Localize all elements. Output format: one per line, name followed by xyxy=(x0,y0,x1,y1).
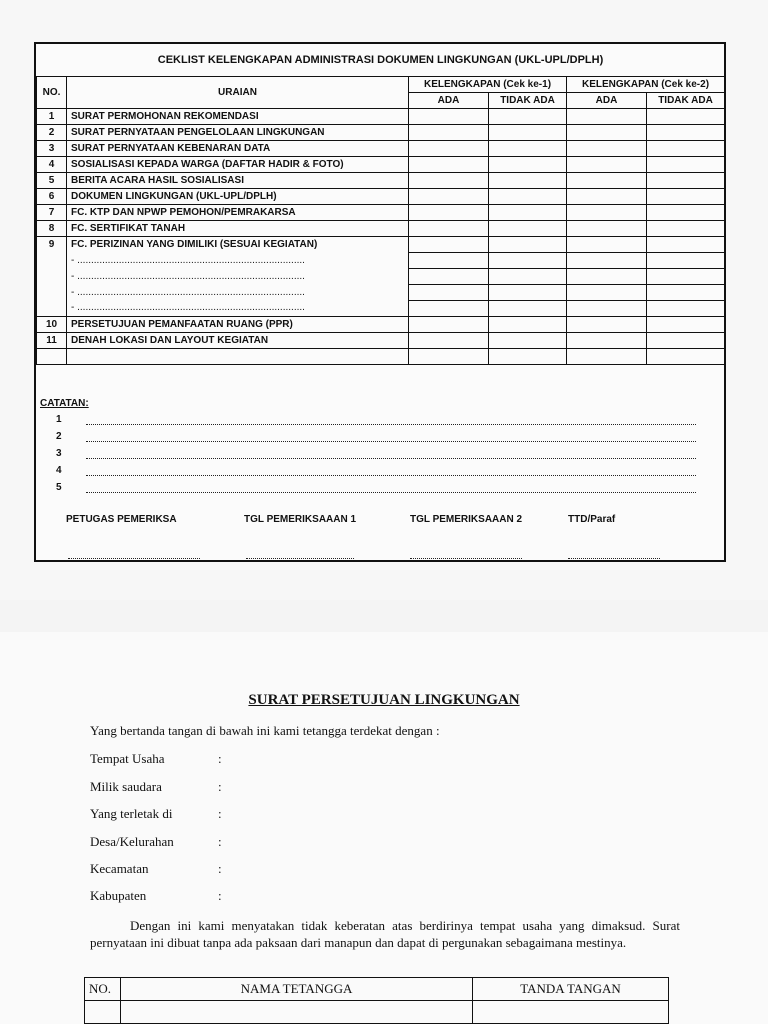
field-colon: : xyxy=(218,751,222,766)
sub-item-text: - .................................................................................. xyxy=(67,285,409,301)
note-line[interactable] xyxy=(56,414,696,428)
check-cell[interactable] xyxy=(647,349,725,365)
note-line[interactable] xyxy=(56,431,696,445)
check-cell[interactable] xyxy=(567,237,647,253)
check-cell[interactable] xyxy=(647,221,725,237)
check-cell[interactable] xyxy=(647,109,725,125)
header-no: NO. xyxy=(85,978,121,1001)
sub-item-text: - .................................................................................. xyxy=(67,253,409,269)
check-cell[interactable] xyxy=(489,317,567,333)
note-line[interactable] xyxy=(56,465,696,479)
check-cell[interactable] xyxy=(647,205,725,221)
field-milik-saudara xyxy=(90,779,222,795)
check-cell[interactable] xyxy=(489,173,567,189)
table-row xyxy=(37,253,725,269)
check-cell[interactable] xyxy=(567,333,647,349)
checklist-title: CEKLIST KELENGKAPAN ADMINISTRASI DOKUMEN LINGKUNGAN (UKL-UPL/DPLH) xyxy=(37,44,725,77)
table-row xyxy=(37,109,725,125)
table-row xyxy=(37,125,725,141)
note-number: 3 xyxy=(56,448,62,459)
field-kabupaten xyxy=(90,888,222,904)
check-cell[interactable] xyxy=(409,189,489,205)
field-label: Tempat Usaha xyxy=(90,751,165,766)
check-cell[interactable] xyxy=(409,237,489,253)
cell-ttd[interactable] xyxy=(473,1001,669,1024)
item-no: 6 xyxy=(37,189,67,205)
check-cell[interactable] xyxy=(567,253,647,269)
check-cell[interactable] xyxy=(489,237,567,253)
item-text: SURAT PERMOHONAN REKOMENDASI xyxy=(67,109,409,125)
check-cell[interactable] xyxy=(489,333,567,349)
field-colon: : xyxy=(218,779,222,794)
check-cell[interactable] xyxy=(647,237,725,253)
check-cell[interactable] xyxy=(409,221,489,237)
item-no: 1 xyxy=(37,109,67,125)
check-cell[interactable] xyxy=(647,125,725,141)
check-cell[interactable] xyxy=(567,189,647,205)
note-line[interactable] xyxy=(56,482,696,496)
item-no: 10 xyxy=(37,317,67,333)
table-row xyxy=(37,269,725,285)
check-cell[interactable] xyxy=(567,301,647,317)
check-cell[interactable] xyxy=(567,173,647,189)
header-cek2: KELENGKAPAN (Cek ke-2) xyxy=(567,77,725,93)
checklist-form xyxy=(34,42,726,562)
sig-line[interactable] xyxy=(568,554,660,559)
checklist-table xyxy=(36,44,725,365)
table-row xyxy=(37,349,725,365)
check-cell[interactable] xyxy=(647,333,725,349)
field-colon: : xyxy=(218,861,222,876)
header-cek1: KELENGKAPAN (Cek ke-1) xyxy=(409,77,567,93)
note-line[interactable] xyxy=(56,448,696,462)
sig-line[interactable] xyxy=(68,554,200,559)
check-cell[interactable] xyxy=(409,205,489,221)
check-cell[interactable] xyxy=(409,349,489,365)
surat-page xyxy=(0,632,768,1024)
check-cell[interactable] xyxy=(567,141,647,157)
item-no: 11 xyxy=(37,333,67,349)
item-text: FC. KTP DAN NPWP PEMOHON/PEMRAKARSA xyxy=(67,205,409,221)
neighbor-table xyxy=(84,977,669,1024)
item-text: SURAT PERNYATAAN KEBENARAN DATA xyxy=(67,141,409,157)
table-row xyxy=(37,317,725,333)
check-cell[interactable] xyxy=(647,285,725,301)
check-cell[interactable] xyxy=(567,221,647,237)
item-no: 2 xyxy=(37,125,67,141)
check-cell[interactable] xyxy=(647,269,725,285)
table-row xyxy=(37,221,725,237)
sig-tgl-1: TGL PEMERIKSAAAN 1 xyxy=(244,514,357,525)
paragraph-text: Dengan ini kami menyatakan tidak keberatan atas berdirinya tempat usaha yang dimaksud. Surat pernyataan ini dibuat tanpa ada paksaan dari manapun dan dapat di pergunakan sebagaimana mestinya. xyxy=(90,918,680,950)
field-colon: : xyxy=(218,834,222,849)
check-cell[interactable] xyxy=(409,253,489,269)
check-cell[interactable] xyxy=(409,301,489,317)
check-cell[interactable] xyxy=(489,269,567,285)
table-row xyxy=(37,157,725,173)
check-cell[interactable] xyxy=(409,109,489,125)
check-cell[interactable] xyxy=(647,189,725,205)
sig-petugas: PETUGAS PEMERIKSA xyxy=(66,514,177,525)
check-cell[interactable] xyxy=(409,269,489,285)
item-text: DOKUMEN LINGKUNGAN (UKL-UPL/DPLH) xyxy=(67,189,409,205)
field-desa-kelurahan xyxy=(90,834,222,850)
item-no: 7 xyxy=(37,205,67,221)
table-row xyxy=(37,141,725,157)
item-text: DENAH LOKASI DAN LAYOUT KEGIATAN xyxy=(67,333,409,349)
field-label: Kecamatan xyxy=(90,861,149,876)
header-ada-2: ADA xyxy=(567,93,647,109)
note-number: 2 xyxy=(56,431,62,442)
item-no: 4 xyxy=(37,157,67,173)
surat-title: SURAT PERSETUJUAN LINGKUNGAN xyxy=(248,692,520,708)
item-text: SOSIALISASI KEPADA WARGA (DAFTAR HADIR & FOTO) xyxy=(67,157,409,173)
header-tidak-ada-1: TIDAK ADA xyxy=(489,93,567,109)
check-cell[interactable] xyxy=(567,157,647,173)
field-kecamatan xyxy=(90,861,222,877)
check-cell[interactable] xyxy=(567,285,647,301)
header-uraian: URAIAN xyxy=(67,77,409,109)
field-label: Milik saudara xyxy=(90,779,162,794)
check-cell[interactable] xyxy=(489,157,567,173)
check-cell[interactable] xyxy=(409,285,489,301)
check-cell[interactable] xyxy=(409,317,489,333)
table-row xyxy=(37,237,725,253)
sig-ttd: TTD/Paraf xyxy=(568,514,616,525)
item-no: 5 xyxy=(37,173,67,189)
check-cell[interactable] xyxy=(567,269,647,285)
table-row xyxy=(37,333,725,349)
header-ada-1: ADA xyxy=(409,93,489,109)
surat-paragraph xyxy=(90,917,680,951)
item-no: 9 xyxy=(37,237,67,253)
check-cell[interactable] xyxy=(489,301,567,317)
surat-intro: Yang bertanda tangan di bawah ini kami tetangga terdekat dengan : xyxy=(90,723,440,738)
check-cell[interactable] xyxy=(567,317,647,333)
sig-tgl-2: TGL PEMERIKSAAAN 2 xyxy=(410,514,523,525)
note-number: 5 xyxy=(56,482,62,493)
check-cell[interactable] xyxy=(489,253,567,269)
sub-item-text: - .................................................................................. xyxy=(67,301,409,317)
item-text: FC. PERIZINAN YANG DIMILIKI (SESUAI KEGIATAN) xyxy=(67,237,409,253)
item-text: FC. SERTIFIKAT TANAH xyxy=(67,221,409,237)
item-text: SURAT PERNYATAAN PENGELOLAAN LINGKUNGAN xyxy=(67,125,409,141)
check-cell[interactable] xyxy=(489,109,567,125)
check-cell[interactable] xyxy=(567,205,647,221)
table-row xyxy=(85,1001,669,1024)
check-cell[interactable] xyxy=(647,317,725,333)
check-cell[interactable] xyxy=(647,253,725,269)
field-label: Desa/Kelurahan xyxy=(90,834,174,849)
sig-line[interactable] xyxy=(246,554,354,559)
field-tempat-usaha xyxy=(90,751,222,767)
field-colon: : xyxy=(218,806,222,821)
item-text: BERITA ACARA HASIL SOSIALISASI xyxy=(67,173,409,189)
note-number: 1 xyxy=(56,414,62,425)
item-no: 8 xyxy=(37,221,67,237)
check-cell[interactable] xyxy=(647,301,725,317)
table-row xyxy=(37,173,725,189)
sig-line[interactable] xyxy=(410,554,522,559)
field-yang-terletak xyxy=(90,806,222,822)
header-no: NO. xyxy=(37,77,67,109)
check-cell[interactable] xyxy=(489,285,567,301)
check-cell[interactable] xyxy=(647,173,725,189)
check-cell[interactable] xyxy=(409,141,489,157)
field-label: Yang terletak di xyxy=(90,806,173,821)
check-cell[interactable] xyxy=(489,221,567,237)
check-cell[interactable] xyxy=(647,141,725,157)
item-text: PERSETUJUAN PEMANFAATAN RUANG (PPR) xyxy=(67,317,409,333)
check-cell[interactable] xyxy=(567,349,647,365)
cell-nama[interactable] xyxy=(121,1001,473,1024)
check-cell[interactable] xyxy=(489,189,567,205)
check-cell[interactable] xyxy=(567,125,647,141)
table-row xyxy=(37,285,725,301)
check-cell[interactable] xyxy=(409,157,489,173)
item-no: 3 xyxy=(37,141,67,157)
notes-label: CATATAN: xyxy=(40,398,89,409)
check-cell[interactable] xyxy=(489,205,567,221)
check-cell[interactable] xyxy=(489,141,567,157)
table-row xyxy=(37,205,725,221)
check-cell[interactable] xyxy=(567,109,647,125)
header-ttd: TANDA TANGAN xyxy=(473,978,669,1001)
check-cell[interactable] xyxy=(489,349,567,365)
check-cell[interactable] xyxy=(409,125,489,141)
check-cell[interactable] xyxy=(409,173,489,189)
check-cell[interactable] xyxy=(489,125,567,141)
header-nama: NAMA TETANGGA xyxy=(121,978,473,1001)
check-cell[interactable] xyxy=(409,333,489,349)
header-tidak-ada-2: TIDAK ADA xyxy=(647,93,725,109)
table-row xyxy=(37,301,725,317)
field-label: Kabupaten xyxy=(90,888,147,903)
note-number: 4 xyxy=(56,465,62,476)
field-colon: : xyxy=(218,888,222,903)
check-cell[interactable] xyxy=(647,157,725,173)
table-row xyxy=(37,189,725,205)
cell-no[interactable] xyxy=(85,1001,121,1024)
sub-item-text: - .................................................................................. xyxy=(67,269,409,285)
